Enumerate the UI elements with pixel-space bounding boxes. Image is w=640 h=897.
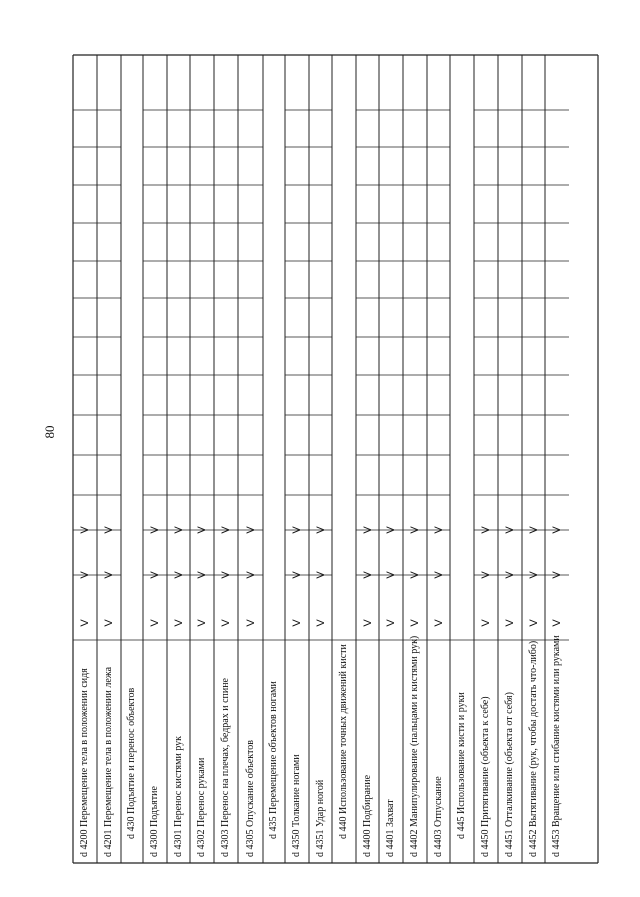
check-mark: V — [361, 526, 374, 534]
check-mark: V — [527, 571, 540, 579]
section-heading: d 440 Использование точных движений кисти — [338, 644, 349, 839]
check-mark: V — [172, 619, 185, 627]
check-mark: V — [172, 571, 185, 579]
check-mark: V — [79, 526, 91, 534]
row-label: d 4453 Вращение или сгибание кистями или руками — [551, 635, 562, 857]
check-mark: V — [385, 526, 397, 534]
check-mark: V — [103, 571, 115, 579]
check-mark: V — [361, 619, 374, 627]
check-mark: V — [79, 571, 91, 579]
row-label: d 4351 Удар ногой — [314, 779, 326, 857]
check-mark: V — [432, 619, 445, 627]
table-grid — [73, 55, 598, 863]
row-label: d 4400 Подбирание — [361, 774, 373, 857]
check-mark: V — [291, 571, 303, 579]
row-label: d 4303 Перенос на плечах, бедрах и спине — [220, 678, 231, 857]
row-label: d 4451 Отталкивание (объекта от себя) — [504, 692, 515, 857]
check-mark: V — [432, 571, 445, 579]
check-mark: V — [314, 571, 327, 579]
check-mark: V — [103, 619, 115, 627]
check-mark: V — [527, 619, 540, 627]
check-mark: V — [291, 619, 303, 627]
check-mark: V — [385, 619, 397, 627]
row-label: d 4450 Притягивание (объекта к себе) — [480, 696, 491, 857]
check-mark: V — [314, 526, 327, 534]
assessment-table — [73, 55, 598, 863]
check-mark: V — [196, 619, 208, 627]
check-mark: V — [196, 526, 208, 534]
check-mark: V — [79, 619, 91, 627]
page-number: 80 — [42, 425, 57, 439]
check-mark: V — [480, 571, 492, 579]
check-mark: V — [220, 619, 232, 627]
check-mark: V — [504, 619, 516, 627]
section-heading: d 430 Подъятие и перенос объектов — [126, 687, 137, 839]
check-mark: V — [103, 526, 115, 534]
check-mark: V — [409, 571, 421, 579]
row-label: d 4401 Захват — [385, 799, 396, 857]
check-mark: V — [149, 526, 161, 534]
check-mark: V — [385, 571, 397, 579]
check-mark: V — [172, 526, 185, 534]
check-mark: V — [527, 526, 540, 534]
check-mark: V — [551, 526, 563, 534]
check-mark: V — [244, 571, 257, 579]
row-label: d 4402 Манипулирование (пальцами и кистями рук) — [409, 635, 420, 857]
row-label: d 4302 Перенос руками — [196, 757, 207, 857]
check-mark: V — [244, 526, 257, 534]
check-mark: V — [291, 526, 303, 534]
row-label: d 4403 Отпускание — [432, 776, 444, 857]
section-heading: d 445 Использование кисти и руки — [456, 692, 467, 839]
row-label: d 4200 Перемещение тела в положении сидя — [79, 668, 90, 857]
check-mark: V — [149, 619, 161, 627]
check-mark: V — [314, 619, 327, 627]
check-mark: V — [361, 571, 374, 579]
row-label: d 4350 Толкание ногами — [291, 754, 302, 857]
row-label: d 4201 Перемещение тела в положении лежа — [103, 666, 114, 857]
section-heading: d 435 Перемещение объектов ногами — [268, 681, 279, 839]
check-mark: V — [220, 571, 232, 579]
check-mark: V — [409, 526, 421, 534]
check-mark: V — [504, 526, 516, 534]
check-mark: V — [432, 526, 445, 534]
row-label: d 4301 Перенос кистями рук — [172, 735, 184, 857]
row-label: d 4452 Вытягивание (рук, чтобы достать что-либо) — [527, 640, 539, 857]
row-label: d 4300 Подъятие — [149, 786, 160, 857]
check-mark: V — [149, 571, 161, 579]
check-mark: V — [551, 619, 563, 627]
check-mark: V — [244, 619, 257, 627]
check-mark: V — [220, 526, 232, 534]
check-mark: V — [480, 526, 492, 534]
row-label: d 4305 Опускание объектов — [244, 740, 256, 857]
check-mark: V — [480, 619, 492, 627]
check-mark: V — [551, 571, 563, 579]
check-mark: V — [409, 619, 421, 627]
check-mark: V — [196, 571, 208, 579]
check-mark: V — [504, 571, 516, 579]
